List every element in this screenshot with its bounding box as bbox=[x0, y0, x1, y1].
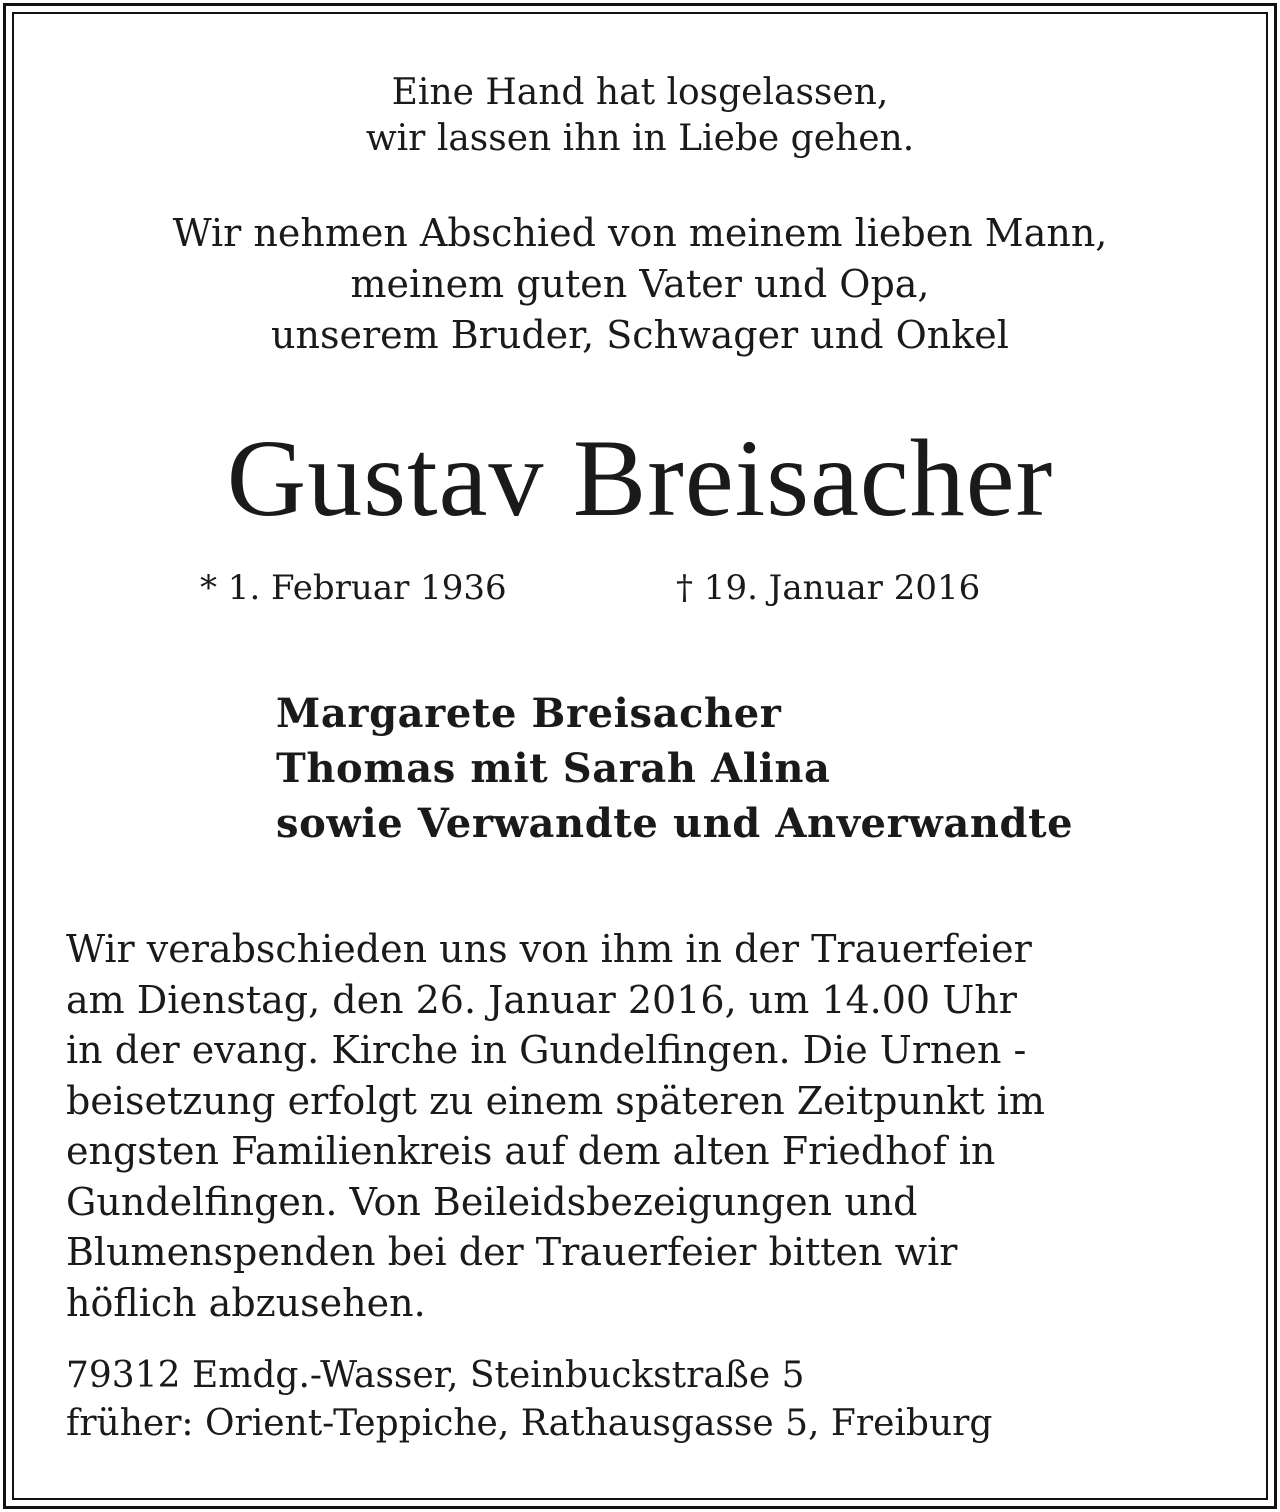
farewell-block bbox=[0, 208, 1280, 361]
birth-date: * 1. Februar 1936 bbox=[200, 568, 507, 608]
mourner-line: Margarete Breisacher bbox=[276, 690, 782, 737]
verse-line: wir lassen ihn in Liebe gehen. bbox=[365, 118, 915, 159]
verse-block bbox=[0, 70, 1280, 162]
mourner-line: sowie Verwandte und Anverwandte bbox=[276, 800, 1074, 847]
service-line: in der evang. Kirche in Gundelfingen. Die Urnen - bbox=[66, 1028, 1027, 1072]
service-line: Gundelfingen. Von Beileidsbezeigungen und bbox=[66, 1179, 918, 1224]
mourner-line: Thomas mit Sarah Alina bbox=[276, 745, 831, 792]
mourners-block bbox=[276, 686, 1073, 851]
address-line: früher: Orient-Teppiche, Rathausgasse 5, Freiburg bbox=[66, 1403, 993, 1444]
farewell-line: Wir nehmen Abschied von meinem lieben Mann, bbox=[172, 211, 1108, 255]
deceased-name: Gustav Breisacher bbox=[226, 417, 1054, 539]
service-line: höflich abzusehen. bbox=[66, 1280, 426, 1325]
service-line: Blumenspenden bei der Trauerfeier bitten wir bbox=[66, 1230, 958, 1274]
farewell-line: meinem guten Vater und Opa, bbox=[350, 262, 930, 306]
service-line: am Dienstag, den 26. Januar 2016, um 14.00 Uhr bbox=[66, 977, 1017, 1022]
verse-line: Eine Hand hat losgelassen, bbox=[391, 72, 889, 113]
service-line: Wir verabschieden uns von ihm in der Trauerfeier bbox=[66, 927, 1032, 971]
address-line: 79312 Emdg.-Wasser, Steinbuckstraße 5 bbox=[66, 1355, 805, 1396]
address-block bbox=[66, 1352, 992, 1448]
death-date: † 19. Januar 2016 bbox=[676, 568, 981, 608]
service-notice bbox=[66, 924, 1045, 1328]
service-line: beisetzung erfolgt zu einem späteren Zeitpunkt im bbox=[66, 1078, 1045, 1123]
service-line: engsten Familienkreis auf dem alten Friedhof in bbox=[66, 1129, 996, 1173]
farewell-line: unserem Bruder, Schwager und Onkel bbox=[271, 313, 1009, 357]
